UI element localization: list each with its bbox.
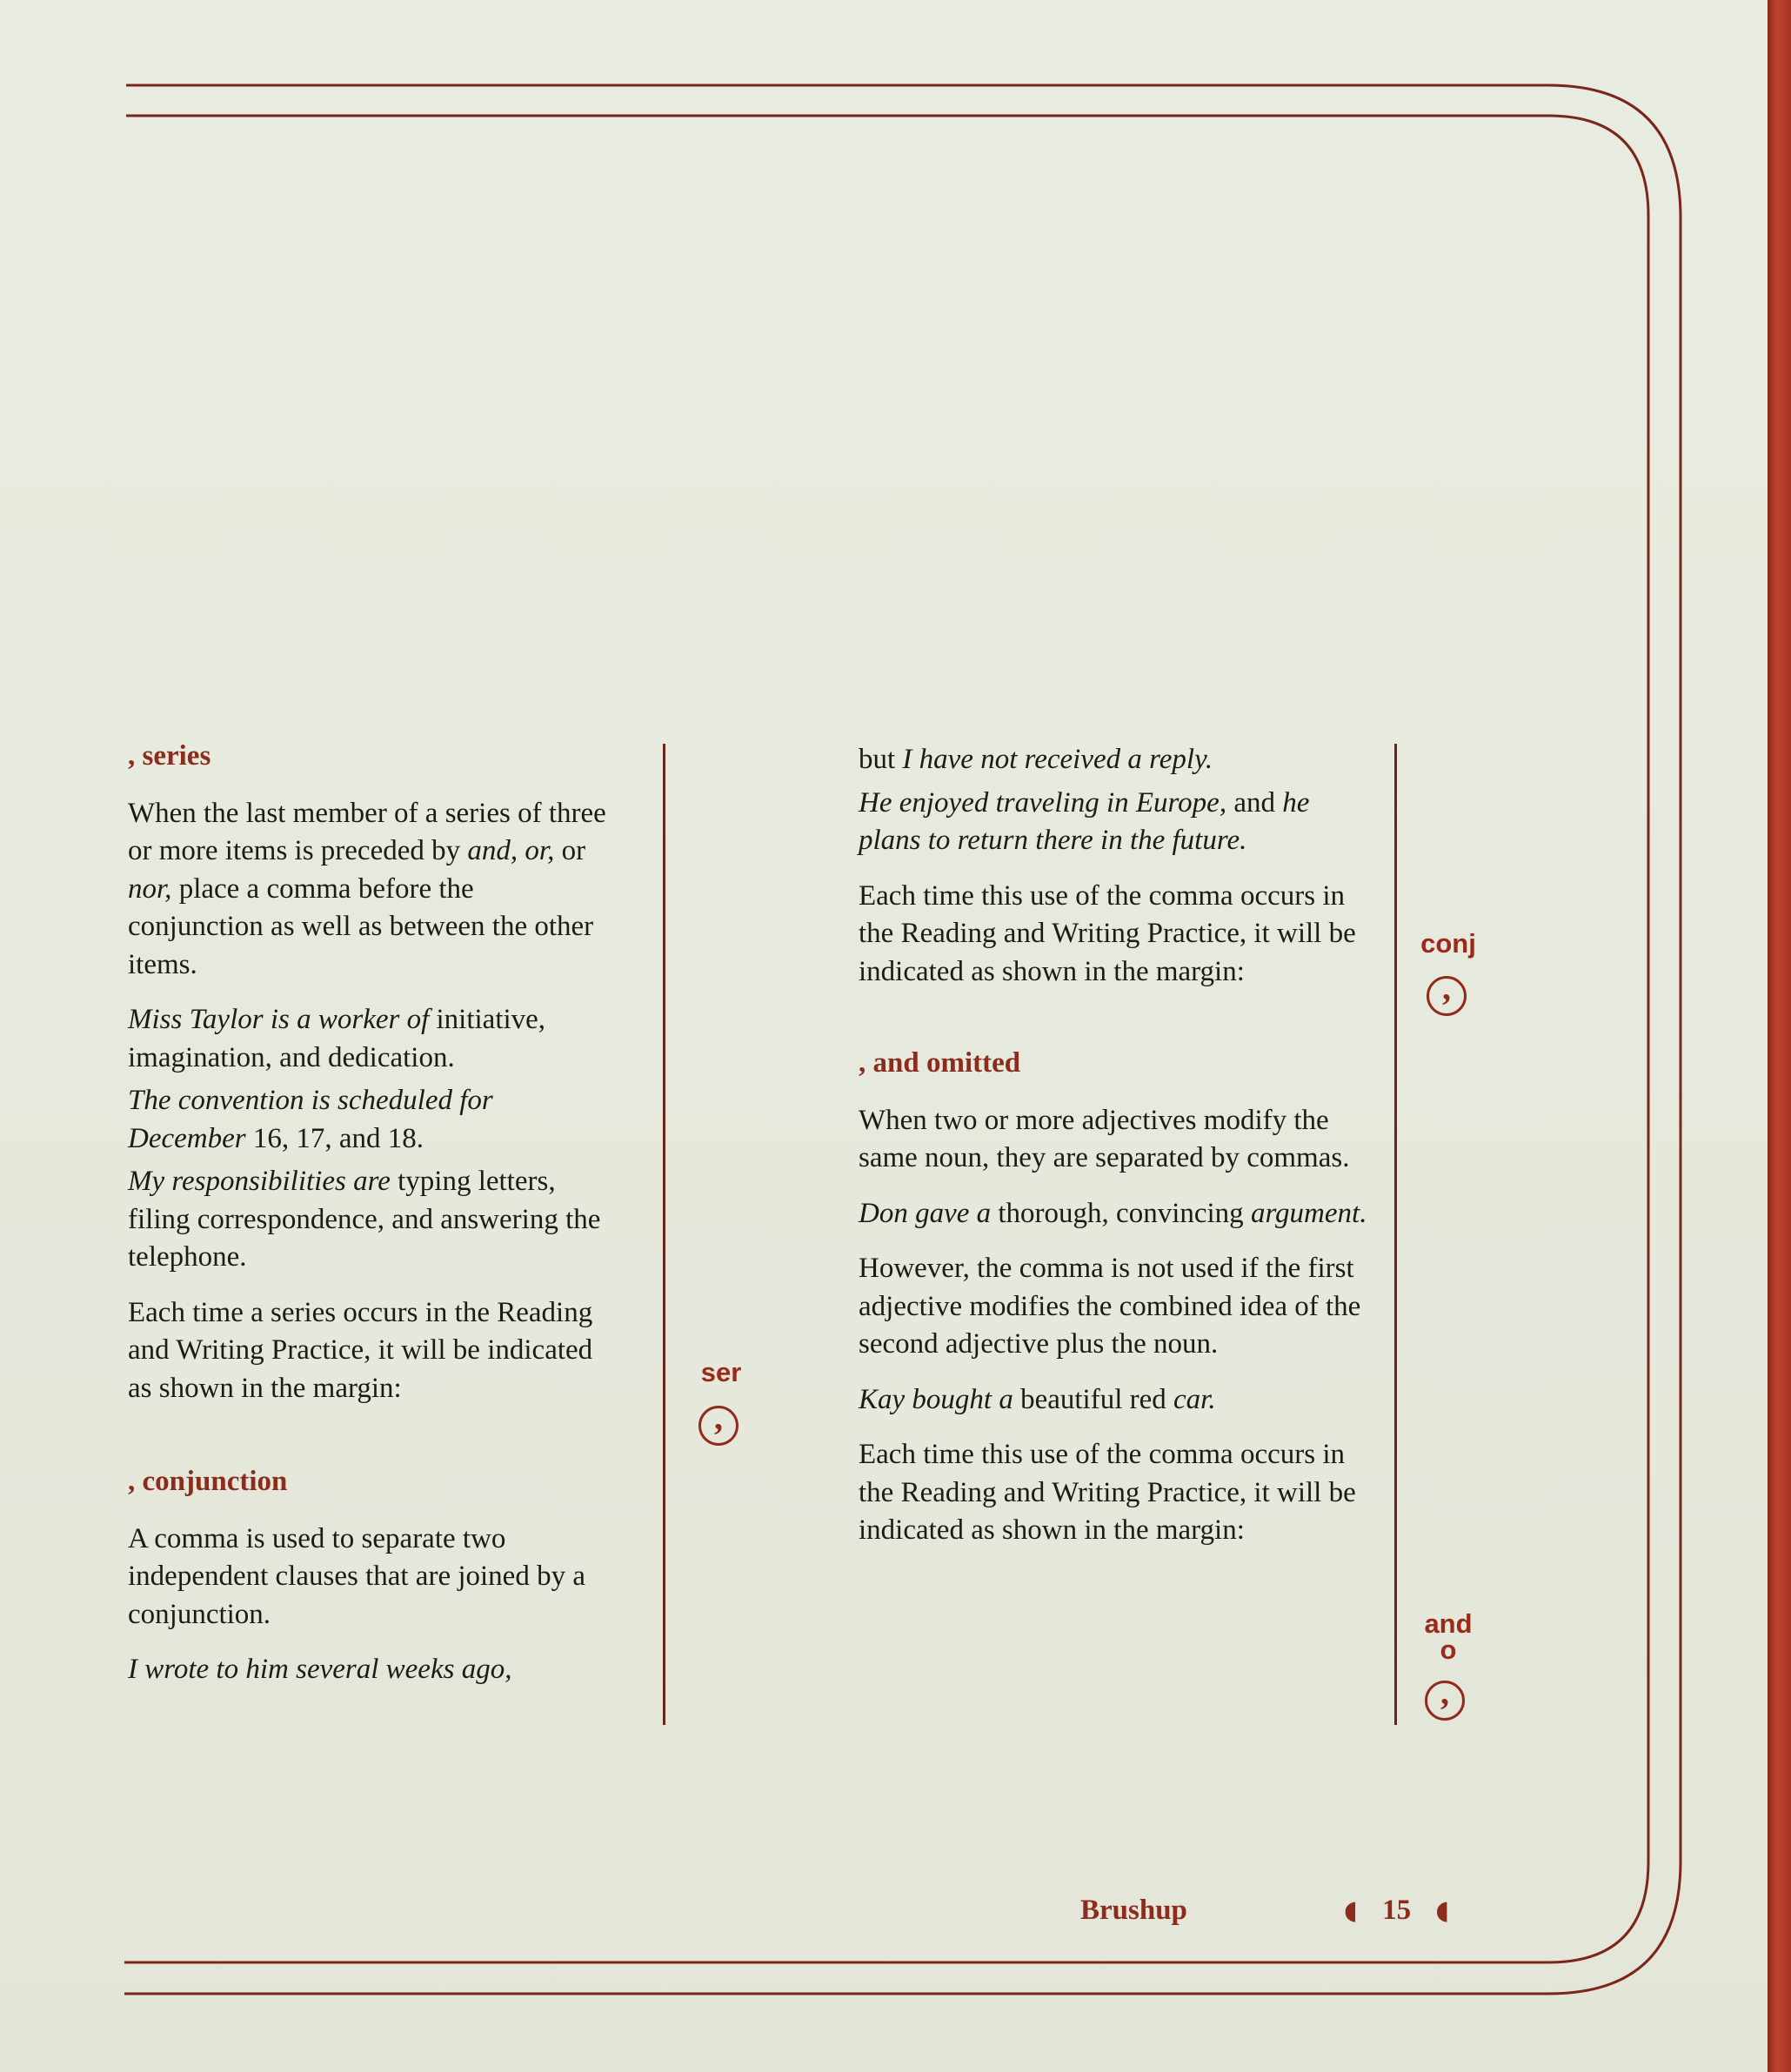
and-label-line-2: o [1440, 1634, 1457, 1665]
conj-margin-label: conj [1420, 928, 1476, 959]
column-divider-left [663, 744, 665, 1725]
conjunction-heading: , conjunction [128, 1466, 288, 1497]
page-number: 15 [1382, 1895, 1412, 1926]
column-divider-right [1394, 744, 1397, 1725]
series-example-2: The convention is scheduled for December 16, 17, and 18. [128, 1085, 493, 1154]
and-label-line-1: and [1424, 1608, 1473, 1639]
book-spine-edge [1768, 0, 1791, 2072]
conjunction-example-2: He enjoyed traveling in Europe, and he plans to return there in the future. [859, 786, 1310, 856]
conjunction-example-cont: but I have not received a reply. [859, 744, 1213, 775]
and-omitted-example-1: Don gave a thorough, convincing argument. [859, 1197, 1367, 1229]
conjunction-rule-text: A comma is used to separate two independent clauses that are joined by a conjunction. [128, 1522, 585, 1630]
and-omitted-margin-note: Each time this use of the comma occurs in the Reading and Writing Practice, it will be indicated as shown in the margin: [859, 1439, 1356, 1546]
and-omitted-rule-text: When two or more adjectives modify the same noun, they are separated by commas. [859, 1104, 1350, 1173]
and-omitted-heading: , and omitted [859, 1047, 1021, 1079]
and-omitted-example-2: Kay bought a beautiful red car. [859, 1383, 1216, 1415]
series-example-3: My responsibilities are typing letters, filing correspondence, and answering the telephone. [128, 1166, 601, 1273]
page-number-group [1344, 1895, 1449, 1927]
ser-comma-symbol: , [698, 1406, 738, 1446]
and-omitted-exception-text: However, the comma is not used if the first adjective modifies the combined idea of the second adjective plus the noun. [859, 1253, 1361, 1360]
decorative-mark-icon: ◖ [1435, 1895, 1450, 1926]
series-margin-note: Each time a series occurs in the Reading and Writing Practice, it will be indicated as shown in the margin: [128, 1296, 593, 1404]
conjunction-margin-note: Each time this use of the comma occurs in the Reading and Writing Practice, it will be indicated as shown in the margin: [859, 879, 1356, 987]
series-example-1: Miss Taylor is a worker of initiative, imagination, and dedication. [128, 1004, 546, 1073]
right-column [859, 741, 1367, 1567]
conjunction-example-start: I wrote to him several weeks ago, [128, 1654, 512, 1685]
and-omitted-comma-symbol: , [1425, 1681, 1465, 1721]
series-rule-text: When the last member of a series of three or more items is preceded by and, or, or nor, place a comma before the conjunction as well as between the other items. [128, 797, 606, 980]
conj-comma-symbol: , [1427, 976, 1467, 1016]
left-column [128, 738, 611, 1707]
series-heading: , series [128, 740, 211, 772]
and-omitted-margin-label [1409, 1608, 1487, 1665]
running-footer-title: Brushup [1080, 1895, 1187, 1926]
ser-margin-label: ser [700, 1357, 742, 1387]
decorative-mark-icon: ◖ [1344, 1895, 1358, 1926]
